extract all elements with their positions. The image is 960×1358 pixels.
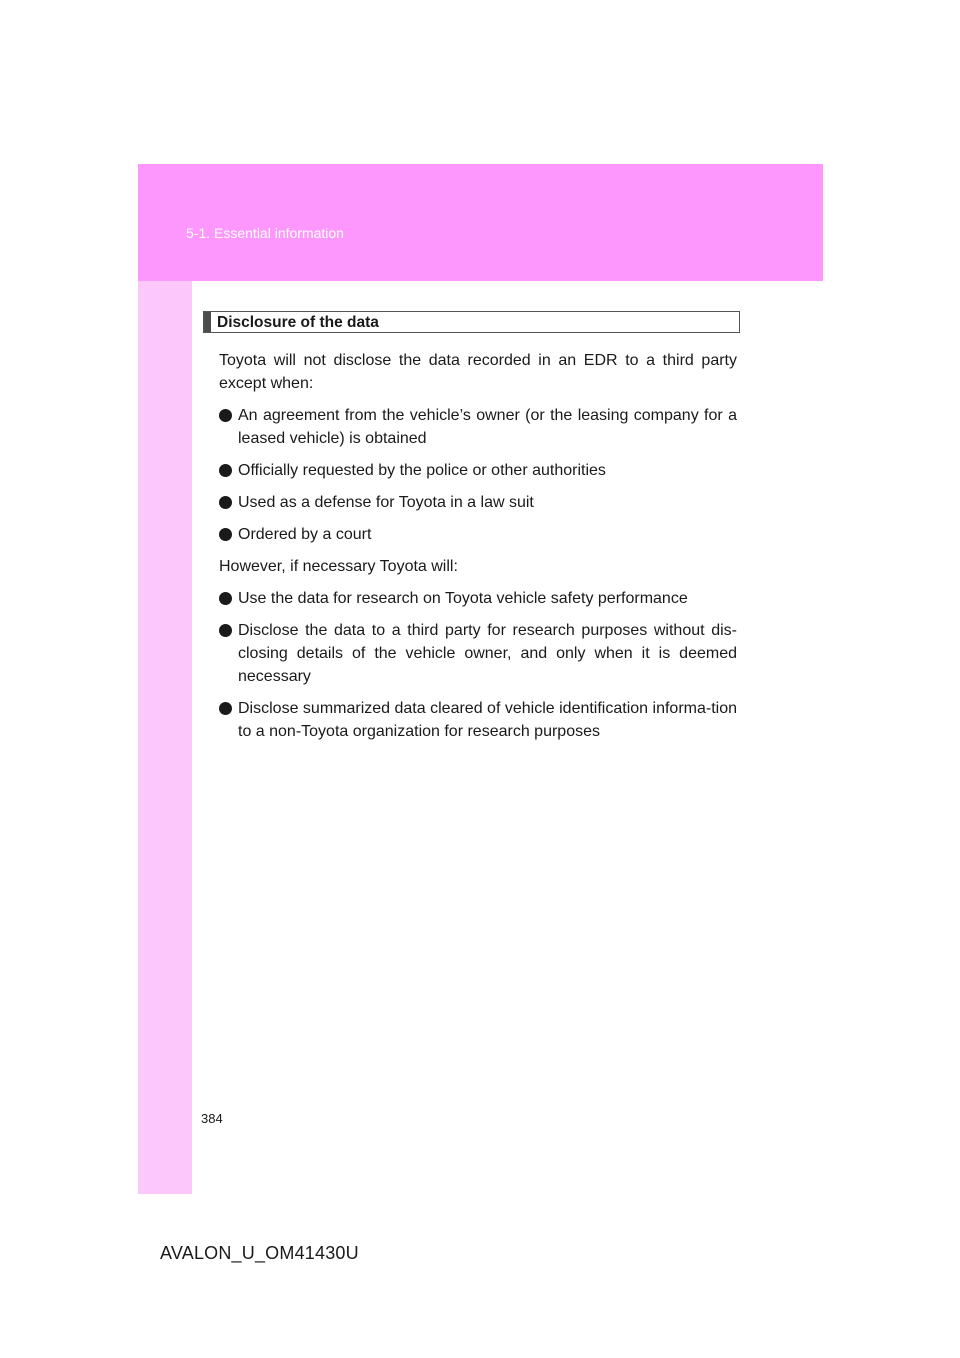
bullet-icon xyxy=(219,496,232,509)
list-item-text: Disclose summarized data cleared of vehicle identification informa-tion to a non-Toyota organization for research purposes xyxy=(238,700,737,740)
section-heading xyxy=(203,311,740,333)
list-item-text: Officially requested by the police or other authorities xyxy=(238,462,606,479)
bullet-icon xyxy=(219,528,232,541)
list-item xyxy=(219,587,737,610)
list-item xyxy=(219,459,737,482)
page-number: 384 xyxy=(201,1111,223,1126)
heading-marker xyxy=(204,312,211,332)
bullet-icon xyxy=(219,409,232,422)
bullet-icon xyxy=(219,464,232,477)
list-item xyxy=(219,491,737,514)
list-item-text: Disclose the data to a third party for research purposes without dis-closing details of the vehicle owner, and only when it is deemed necessary xyxy=(238,622,737,685)
bullet-icon xyxy=(219,702,232,715)
section-title: Disclosure of the data xyxy=(217,314,379,331)
bullet-icon xyxy=(219,592,232,605)
however-paragraph: However, if necessary Toyota will: xyxy=(219,558,458,575)
intro-paragraph: Toyota will not disclose the data recorded in an EDR to a third party except when: xyxy=(219,352,737,392)
list-item xyxy=(219,404,737,450)
bullet-icon xyxy=(219,624,232,637)
list-item-text: An agreement from the vehicle’s owner (or the leasing company for a leased vehicle) is obtained xyxy=(238,407,737,447)
list-item xyxy=(219,697,737,743)
body-text xyxy=(219,349,737,752)
document-code: AVALON_U_OM41430U xyxy=(160,1243,359,1263)
section-reference: 5-1. Essential information xyxy=(186,225,344,241)
list-item xyxy=(219,619,737,688)
list-item-text: Use the data for research on Toyota vehicle safety performance xyxy=(238,590,688,607)
list-item-text: Ordered by a court xyxy=(238,526,372,543)
header-band xyxy=(138,164,823,281)
list-item-text: Used as a defense for Toyota in a law suit xyxy=(238,494,534,511)
list-item xyxy=(219,523,737,546)
